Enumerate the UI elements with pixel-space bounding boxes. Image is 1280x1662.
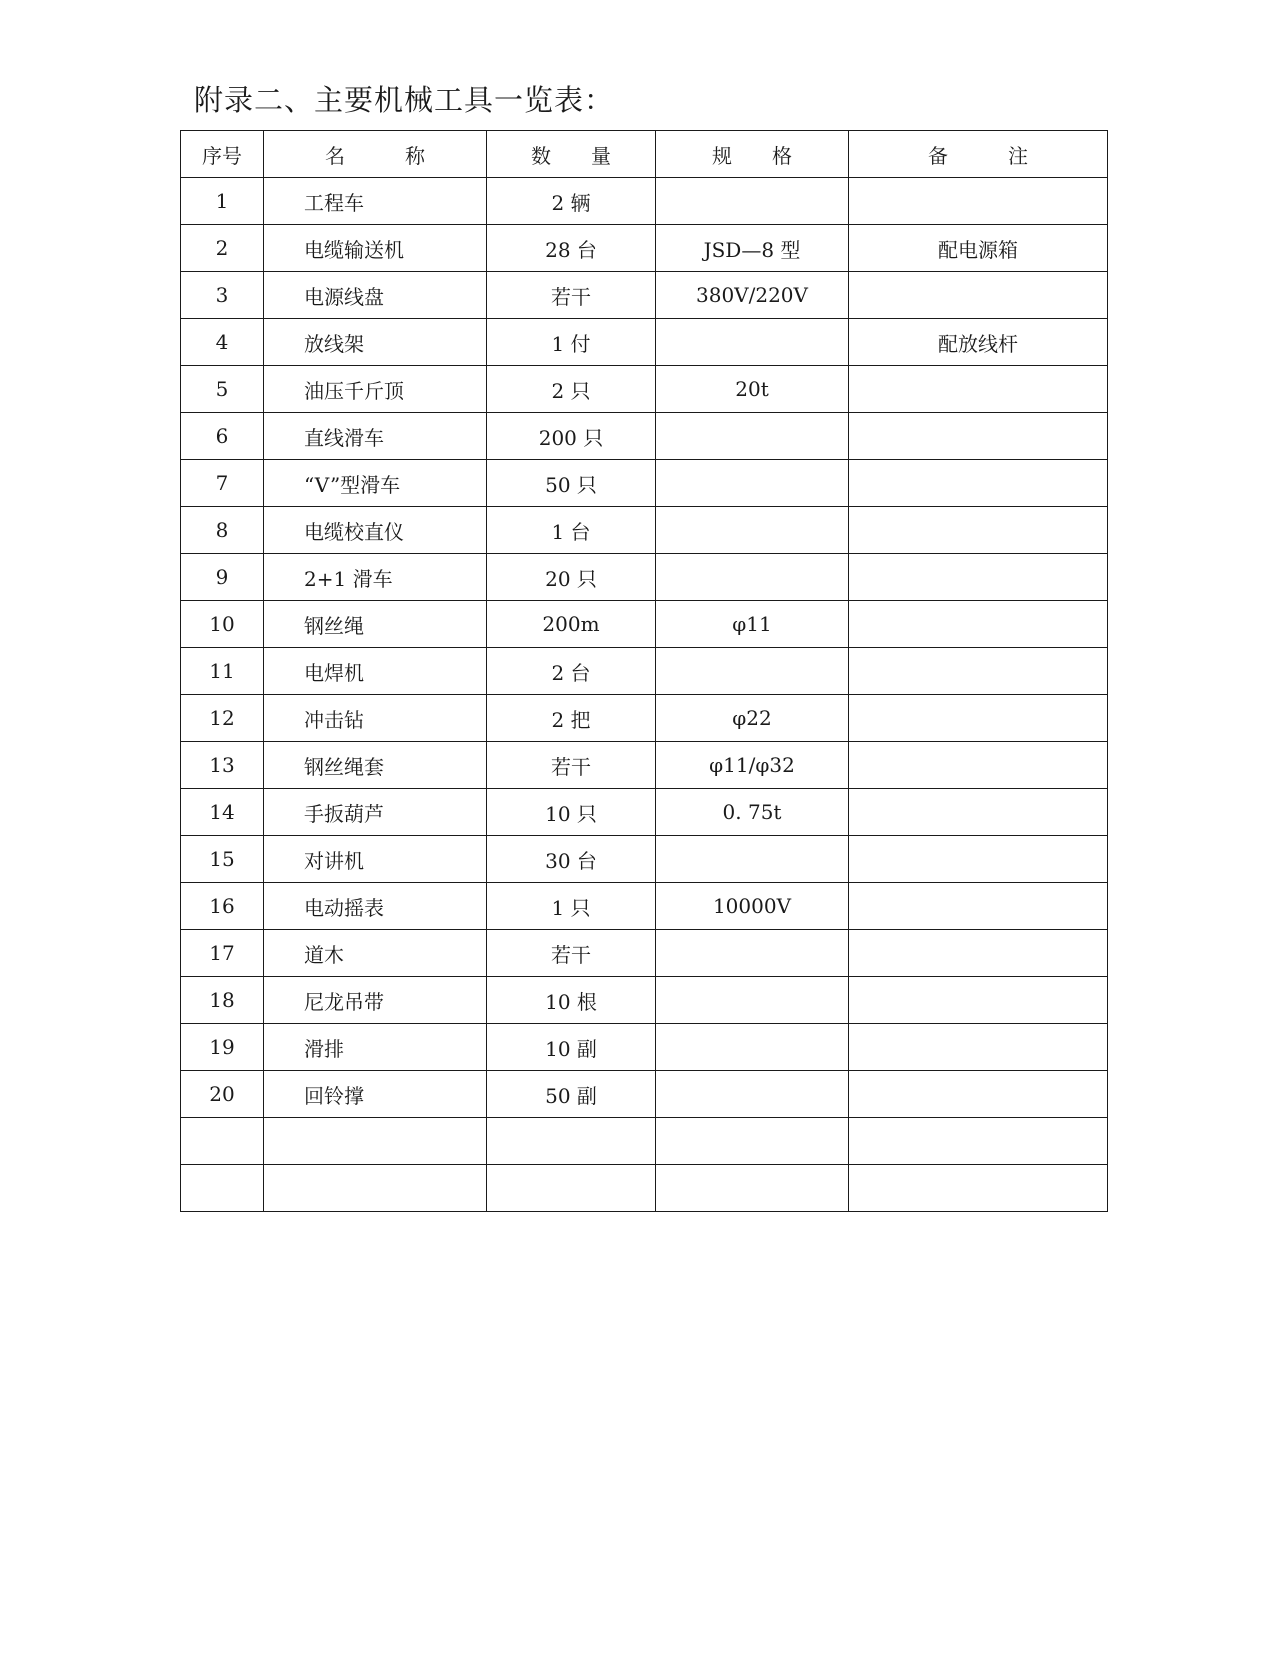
- cell-note: 配电源箱: [849, 225, 1108, 272]
- table-row: [181, 319, 1108, 366]
- cell-spec: [656, 930, 849, 977]
- table-row: [181, 836, 1108, 883]
- table-row: [181, 977, 1108, 1024]
- cell-spec: [656, 319, 849, 366]
- cell-note: [849, 413, 1108, 460]
- cell-no: 9: [181, 554, 264, 601]
- cell-note: [849, 1118, 1108, 1165]
- cell-name: 2+1 滑车: [264, 554, 487, 601]
- cell-name: 工程车: [264, 178, 487, 225]
- cell-no: 2: [181, 225, 264, 272]
- cell-name: 油压千斤顶: [264, 366, 487, 413]
- cell-spec: [656, 836, 849, 883]
- cell-no: 19: [181, 1024, 264, 1071]
- cell-spec: [656, 1118, 849, 1165]
- cell-no: 8: [181, 507, 264, 554]
- cell-no: [181, 1118, 264, 1165]
- cell-spec: [656, 554, 849, 601]
- table-row: [181, 1071, 1108, 1118]
- cell-name: [264, 1118, 487, 1165]
- cell-no: 4: [181, 319, 264, 366]
- cell-quantity: [487, 1165, 656, 1212]
- page-title: 附录二、主要机械工具一览表：: [194, 83, 615, 117]
- cell-note: [849, 695, 1108, 742]
- cell-quantity: 200m: [487, 601, 656, 648]
- cell-no: 14: [181, 789, 264, 836]
- cell-name: 钢丝绳: [264, 601, 487, 648]
- cell-name: [264, 1165, 487, 1212]
- cell-name: 道木: [264, 930, 487, 977]
- cell-note: [849, 178, 1108, 225]
- cell-note: [849, 883, 1108, 930]
- cell-quantity: 30 台: [487, 836, 656, 883]
- cell-quantity: 28 台: [487, 225, 656, 272]
- cell-quantity: 2 辆: [487, 178, 656, 225]
- table-row: [181, 554, 1108, 601]
- cell-no: 10: [181, 601, 264, 648]
- cell-note: [849, 836, 1108, 883]
- cell-spec: [656, 178, 849, 225]
- cell-quantity: 50 副: [487, 1071, 656, 1118]
- table-row: [181, 1165, 1108, 1212]
- equipment-table: [180, 130, 1108, 1212]
- table-header-row: [181, 131, 1108, 178]
- cell-note: [849, 1165, 1108, 1212]
- cell-quantity: 若干: [487, 930, 656, 977]
- table-body: [181, 178, 1108, 1212]
- cell-note: [849, 1071, 1108, 1118]
- cell-name: 滑排: [264, 1024, 487, 1071]
- cell-quantity: 1 付: [487, 319, 656, 366]
- cell-quantity: 若干: [487, 272, 656, 319]
- cell-name: 放线架: [264, 319, 487, 366]
- cell-no: 3: [181, 272, 264, 319]
- cell-quantity: [487, 1118, 656, 1165]
- cell-name: 手扳葫芦: [264, 789, 487, 836]
- cell-name: 对讲机: [264, 836, 487, 883]
- cell-quantity: 10 只: [487, 789, 656, 836]
- table-row: [181, 930, 1108, 977]
- cell-spec: 20t: [656, 366, 849, 413]
- cell-quantity: 1 只: [487, 883, 656, 930]
- cell-quantity: 1 台: [487, 507, 656, 554]
- table-row: [181, 601, 1108, 648]
- cell-name: 电缆输送机: [264, 225, 487, 272]
- cell-quantity: 10 副: [487, 1024, 656, 1071]
- cell-quantity: 20 只: [487, 554, 656, 601]
- header-no: 序号: [181, 131, 264, 178]
- table-row: [181, 225, 1108, 272]
- cell-name: “V”型滑车: [264, 460, 487, 507]
- cell-no: 15: [181, 836, 264, 883]
- cell-spec: [656, 1071, 849, 1118]
- cell-note: [849, 366, 1108, 413]
- table-row: [181, 178, 1108, 225]
- cell-name: 回铃撑: [264, 1071, 487, 1118]
- cell-quantity: 10 根: [487, 977, 656, 1024]
- cell-no: 7: [181, 460, 264, 507]
- table-row: [181, 413, 1108, 460]
- cell-note: [849, 930, 1108, 977]
- cell-no: 18: [181, 977, 264, 1024]
- cell-note: [849, 977, 1108, 1024]
- cell-no: 20: [181, 1071, 264, 1118]
- cell-no: [181, 1165, 264, 1212]
- cell-note: [849, 1024, 1108, 1071]
- cell-name: 钢丝绳套: [264, 742, 487, 789]
- cell-note: [849, 507, 1108, 554]
- cell-spec: [656, 460, 849, 507]
- table-row: [181, 272, 1108, 319]
- table-row: [181, 648, 1108, 695]
- cell-no: 13: [181, 742, 264, 789]
- cell-note: [849, 460, 1108, 507]
- cell-quantity: 200 只: [487, 413, 656, 460]
- cell-quantity: 若干: [487, 742, 656, 789]
- cell-no: 6: [181, 413, 264, 460]
- header-note: 备 注: [849, 131, 1108, 178]
- cell-quantity: 2 把: [487, 695, 656, 742]
- cell-note: [849, 789, 1108, 836]
- cell-quantity: 2 只: [487, 366, 656, 413]
- cell-spec: [656, 1024, 849, 1071]
- cell-name: 冲击钻: [264, 695, 487, 742]
- cell-name: 电缆校直仪: [264, 507, 487, 554]
- header-name: 名 称: [264, 131, 487, 178]
- cell-name: 电焊机: [264, 648, 487, 695]
- cell-no: 16: [181, 883, 264, 930]
- cell-note: [849, 742, 1108, 789]
- table-row: [181, 366, 1108, 413]
- table-row: [181, 460, 1108, 507]
- cell-no: 5: [181, 366, 264, 413]
- cell-spec: [656, 1165, 849, 1212]
- cell-spec: [656, 413, 849, 460]
- cell-spec: φ22: [656, 695, 849, 742]
- cell-note: 配放线杆: [849, 319, 1108, 366]
- cell-spec: 380V/220V: [656, 272, 849, 319]
- cell-name: 尼龙吊带: [264, 977, 487, 1024]
- table-row: [181, 883, 1108, 930]
- table-row: [181, 1118, 1108, 1165]
- cell-no: 1: [181, 178, 264, 225]
- cell-quantity: 50 只: [487, 460, 656, 507]
- cell-no: 11: [181, 648, 264, 695]
- header-quantity: 数 量: [487, 131, 656, 178]
- table-row: [181, 789, 1108, 836]
- header-spec: 规 格: [656, 131, 849, 178]
- cell-quantity: 2 台: [487, 648, 656, 695]
- cell-no: 17: [181, 930, 264, 977]
- cell-spec: JSD—8 型: [656, 225, 849, 272]
- table-row: [181, 695, 1108, 742]
- cell-spec: [656, 507, 849, 554]
- cell-note: [849, 554, 1108, 601]
- cell-spec: φ11/φ32: [656, 742, 849, 789]
- cell-spec: φ11: [656, 601, 849, 648]
- table-row: [181, 742, 1108, 789]
- cell-note: [849, 272, 1108, 319]
- cell-name: 电源线盘: [264, 272, 487, 319]
- cell-spec: [656, 977, 849, 1024]
- cell-name: 直线滑车: [264, 413, 487, 460]
- cell-spec: [656, 648, 849, 695]
- cell-note: [849, 648, 1108, 695]
- cell-spec: 0. 75t: [656, 789, 849, 836]
- cell-spec: 10000V: [656, 883, 849, 930]
- table-row: [181, 507, 1108, 554]
- cell-note: [849, 601, 1108, 648]
- cell-name: 电动摇表: [264, 883, 487, 930]
- table-row: [181, 1024, 1108, 1071]
- cell-no: 12: [181, 695, 264, 742]
